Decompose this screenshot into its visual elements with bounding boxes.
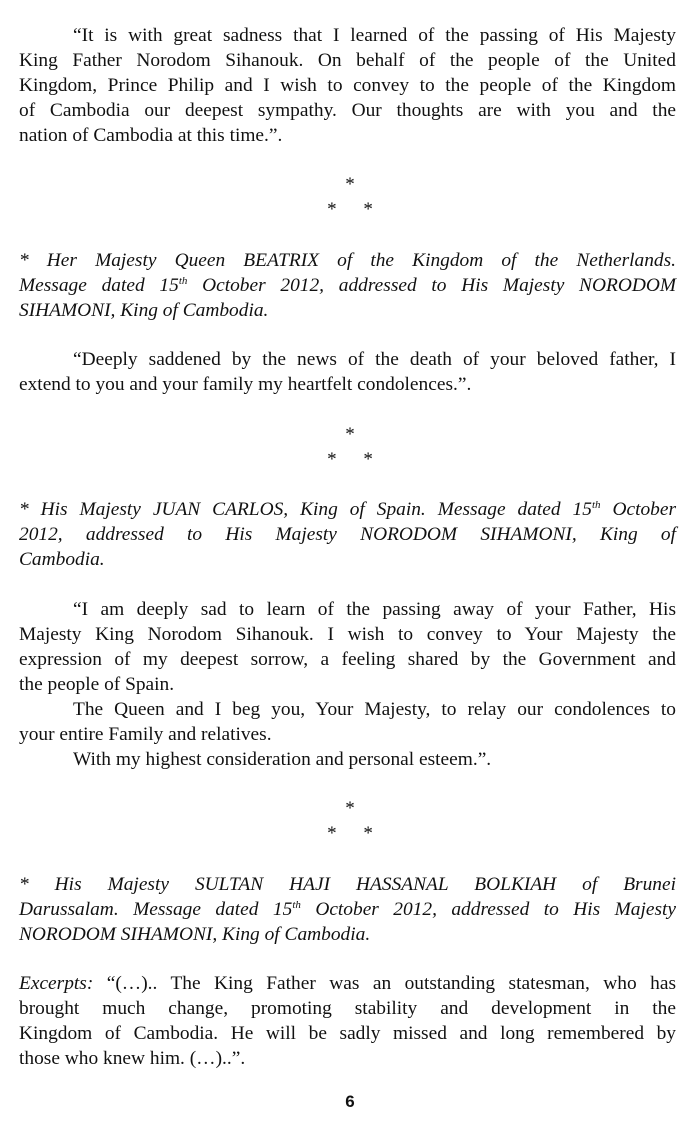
separator-star-pair: * * xyxy=(327,199,373,220)
entry-netherlands-line-1: * Her Majesty Queen BEATRIX of the Kingdom of the Netherlands. xyxy=(19,250,676,271)
quote-spain-line-4: the people of Spain. xyxy=(19,674,175,695)
excerpt-brunei xyxy=(19,971,676,1071)
separator-stars-1 xyxy=(0,172,700,222)
entry-spain xyxy=(19,497,676,572)
excerpt-line-2: brought much change, promoting stability and development in the xyxy=(19,998,676,1019)
quote-spain-line-3: expression of my deepest sorrow, a feeling shared by the Government and xyxy=(19,649,676,670)
quote-uk-line-3: Kingdom, Prince Philip and I wish to convey to the people of the Kingdom xyxy=(19,75,676,96)
excerpt-line-3: Kingdom of Cambodia. He will be sadly missed and long remembered by xyxy=(19,1023,676,1044)
separator-star-pair: * * xyxy=(327,449,373,470)
excerpt-label: Excerpts: xyxy=(19,973,94,994)
entry-spain-line-2: 2012, addressed to His Majesty NORODOM SIHAMONI, King of xyxy=(19,524,676,545)
quote-netherlands-line-2: extend to you and your family my heartfelt condolences.”. xyxy=(19,374,472,395)
entry-netherlands xyxy=(19,248,676,323)
quote-uk-line-2: King Father Norodom Sihanouk. On behalf of the people of the United xyxy=(19,50,676,71)
quote-spain-line-7: With my highest consideration and personal esteem.”. xyxy=(73,749,492,770)
entry-spain-line-3: Cambodia. xyxy=(19,549,105,570)
separator-star-top: * xyxy=(345,798,355,819)
entry-brunei-line-2: Darussalam. Message dated 15th October 2012, addressed to His Majesty xyxy=(19,899,676,920)
entry-brunei xyxy=(19,872,676,947)
entry-brunei-line-1: * His Majesty SULTAN HAJI HASSANAL BOLKIAH of Brunei xyxy=(19,874,676,895)
quote-uk-line-4: of Cambodia our deepest sympathy. Our thoughts are with you and the xyxy=(19,100,676,121)
quote-spain-line-6: your entire Family and relatives. xyxy=(19,724,272,745)
entry-spain-line-1: * His Majesty JUAN CARLOS, King of Spain. Message dated 15th October xyxy=(19,499,677,520)
excerpt-line-4: those who knew him. (…)..”. xyxy=(19,1048,246,1069)
quote-uk xyxy=(19,23,676,148)
excerpt-line-1: Excerpts: “(…).. The King Father was an outstanding statesman, who has xyxy=(19,973,676,994)
separator-star-top: * xyxy=(345,424,355,445)
entry-netherlands-line-2: Message dated 15th October 2012, addressed to His Majesty NORODOM xyxy=(19,275,676,296)
quote-netherlands-line-1: “Deeply saddened by the news of the death of your beloved father, I xyxy=(73,349,676,370)
separator-stars-2 xyxy=(0,422,700,472)
quote-uk-line-5: nation of Cambodia at this time.”. xyxy=(19,125,283,146)
quote-spain xyxy=(19,597,676,772)
quote-uk-line-1: “It is with great sadness that I learned of the passing of His Majesty xyxy=(73,25,676,46)
separator-star-top: * xyxy=(345,174,355,195)
separator-star-pair: * * xyxy=(327,823,373,844)
page-number: 6 xyxy=(345,1092,355,1111)
quote-netherlands xyxy=(19,347,676,397)
entry-brunei-line-3: NORODOM SIHAMONI, King of Cambodia. xyxy=(19,924,371,945)
quote-spain-line-1: “I am deeply sad to learn of the passing away of your Father, His xyxy=(73,599,676,620)
quote-spain-line-2: Majesty King Norodom Sihanouk. I wish to convey to Your Majesty the xyxy=(19,624,676,645)
separator-stars-3 xyxy=(0,796,700,846)
entry-netherlands-line-3: SIHAMONI, King of Cambodia. xyxy=(19,300,269,321)
quote-spain-line-5: The Queen and I beg you, Your Majesty, to relay our condolences to xyxy=(73,699,676,720)
